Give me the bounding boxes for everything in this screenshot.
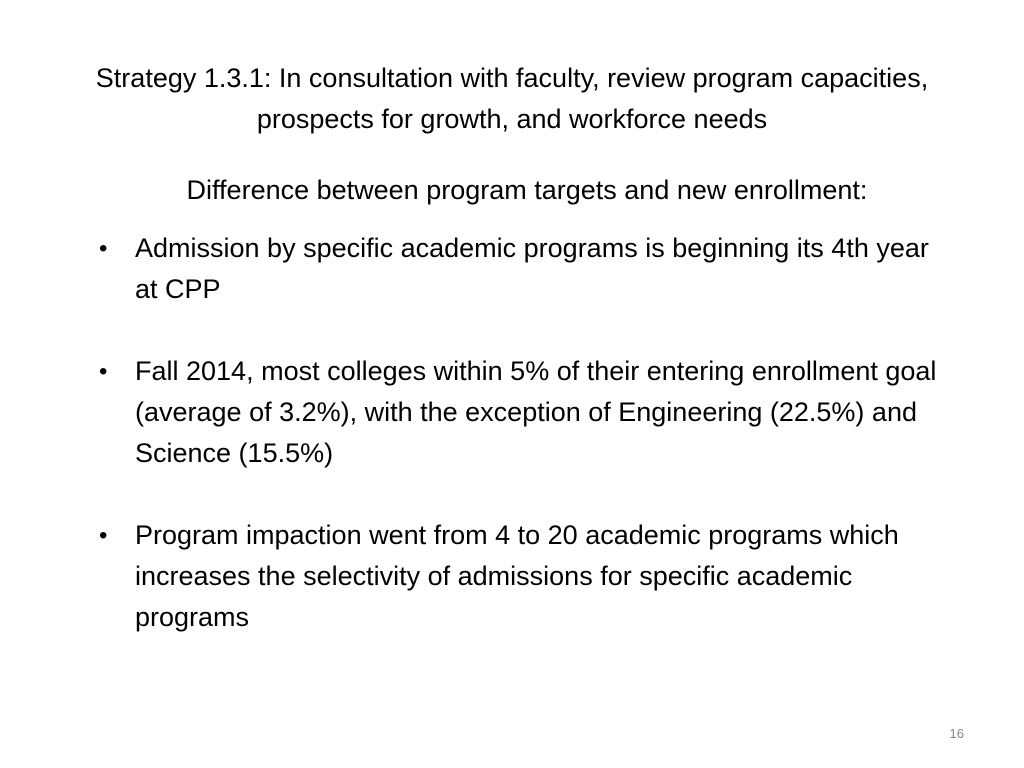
bullet-dot-icon: • — [99, 235, 108, 262]
bullet-text: Program impaction went from 4 to 20 academic programs which increases the selectivity of admissions for specific academic programs — [135, 520, 899, 632]
bullet-text: Fall 2014, most colleges within 5% of their entering enrollment goal (average of 3.2%), with the exception of Engineering (22.5%) and Science (15.5%) — [135, 356, 937, 468]
bullet-dot-icon: • — [99, 358, 108, 385]
bullet-item-program-impaction — [96, 515, 946, 638]
bullet-list — [96, 228, 946, 679]
bullet-dot-icon: • — [99, 522, 108, 549]
bullet-text: Admission by specific academic programs is beginning its 4th year at CPP — [135, 233, 929, 304]
page-number: 16 — [949, 726, 964, 741]
slide-title: Strategy 1.3.1: In consultation with faculty, review program capacities, prospects for growth, and workforce needs — [95, 63, 929, 134]
slide-subtitle: Difference between program targets and new enrollment: — [186, 175, 868, 205]
bullet-item-fall-2014 — [96, 351, 946, 474]
bullet-item-admission — [96, 228, 946, 310]
